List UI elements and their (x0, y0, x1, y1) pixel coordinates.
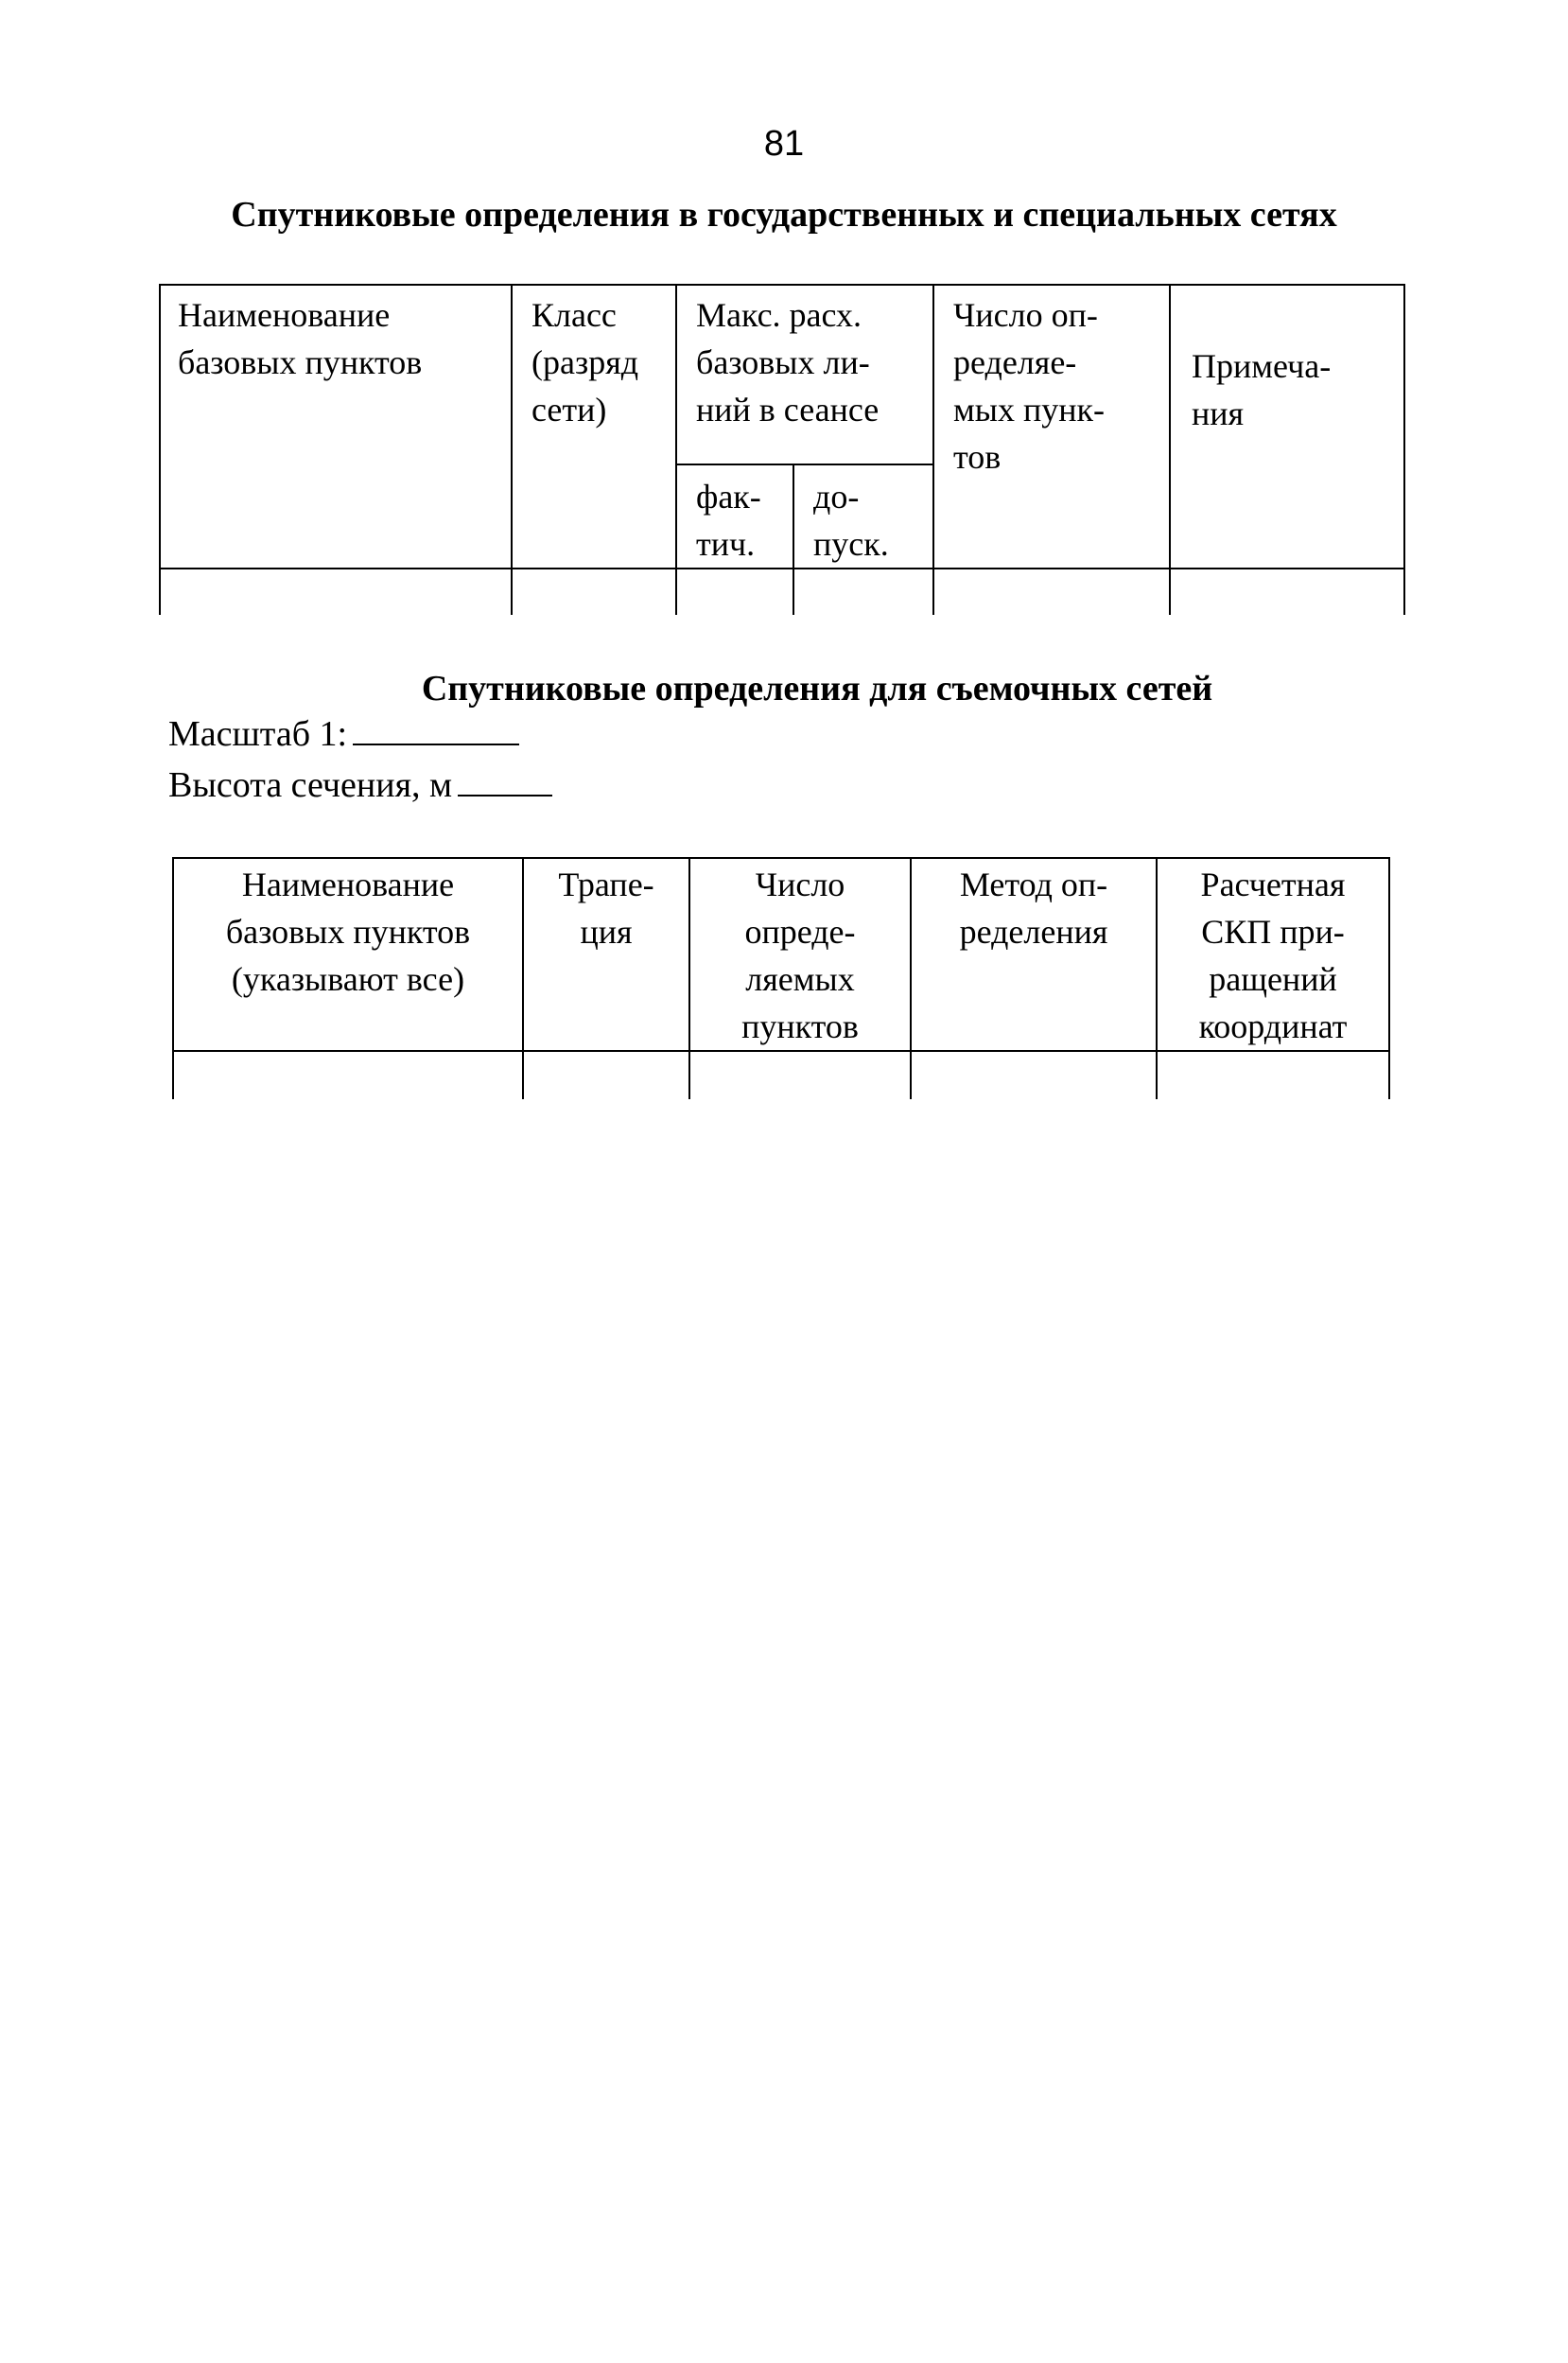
table-cell (173, 1051, 523, 1099)
header-base-points (160, 285, 512, 569)
survey-networks-table (172, 857, 1390, 1099)
table-row (160, 569, 1404, 615)
header-notes-label: Примеча- ния (1192, 347, 1332, 432)
header-max-difference-label: Макс. расх. базовых ли- ний в сеансе (696, 296, 880, 429)
page-number: 81 (763, 124, 805, 164)
header-rms-error (1157, 858, 1389, 1051)
header-base-points-label: Наименование базовых пунктов (178, 296, 423, 381)
header-rms-error-label: Расчетная СКП при- ращений координат (1198, 866, 1348, 1045)
header-trapezoid-label: Трапе- ция (558, 866, 654, 951)
table-cell (1170, 569, 1404, 615)
header-base-points-label: Наименование базовых пунктов (указывают все) (225, 866, 471, 998)
scale-blank (353, 743, 519, 745)
table-cell (911, 1051, 1157, 1099)
table-cell (1157, 1051, 1389, 1099)
table-header-row (173, 858, 1389, 1051)
contour-interval-blank (458, 794, 552, 796)
header-actual (676, 464, 793, 569)
header-allowed (793, 464, 933, 569)
table-header-row (160, 285, 1404, 464)
contour-interval-label: Высота сечения, м (168, 765, 453, 805)
header-trapezoid (523, 858, 689, 1051)
table-row (173, 1051, 1389, 1099)
header-class (512, 285, 676, 569)
header-notes (1170, 285, 1404, 569)
table-cell (793, 569, 933, 615)
table-cell (689, 1051, 911, 1099)
section1-title: Спутниковые определения в государственных и специальных сетях (231, 195, 1337, 235)
table-cell (933, 569, 1170, 615)
header-class-label: Класс (разряд сети) (531, 296, 639, 429)
header-actual-label: фак- тич. (696, 478, 761, 563)
scale-line (168, 713, 519, 755)
header-max-difference (676, 285, 933, 464)
header-method (911, 858, 1157, 1051)
contour-interval-line (168, 764, 552, 806)
header-points-count-label: Число опреде- ляемых пунктов (741, 866, 859, 1045)
header-allowed-label: до- пуск. (813, 478, 889, 563)
header-points-count-label: Число оп- ределяе- мых пунк- тов (953, 296, 1105, 476)
table-cell (523, 1051, 689, 1099)
header-points-count (933, 285, 1170, 569)
header-points-count (689, 858, 911, 1051)
scale-label: Масштаб 1: (168, 714, 348, 754)
table-cell (160, 569, 512, 615)
header-method-label: Метод оп- ределения (959, 866, 1108, 951)
table-cell (512, 569, 676, 615)
state-networks-table (159, 284, 1405, 615)
table-cell (676, 569, 793, 615)
section2-title: Спутниковые определения для съемочных сетей (421, 669, 1213, 709)
header-base-points (173, 858, 523, 1051)
